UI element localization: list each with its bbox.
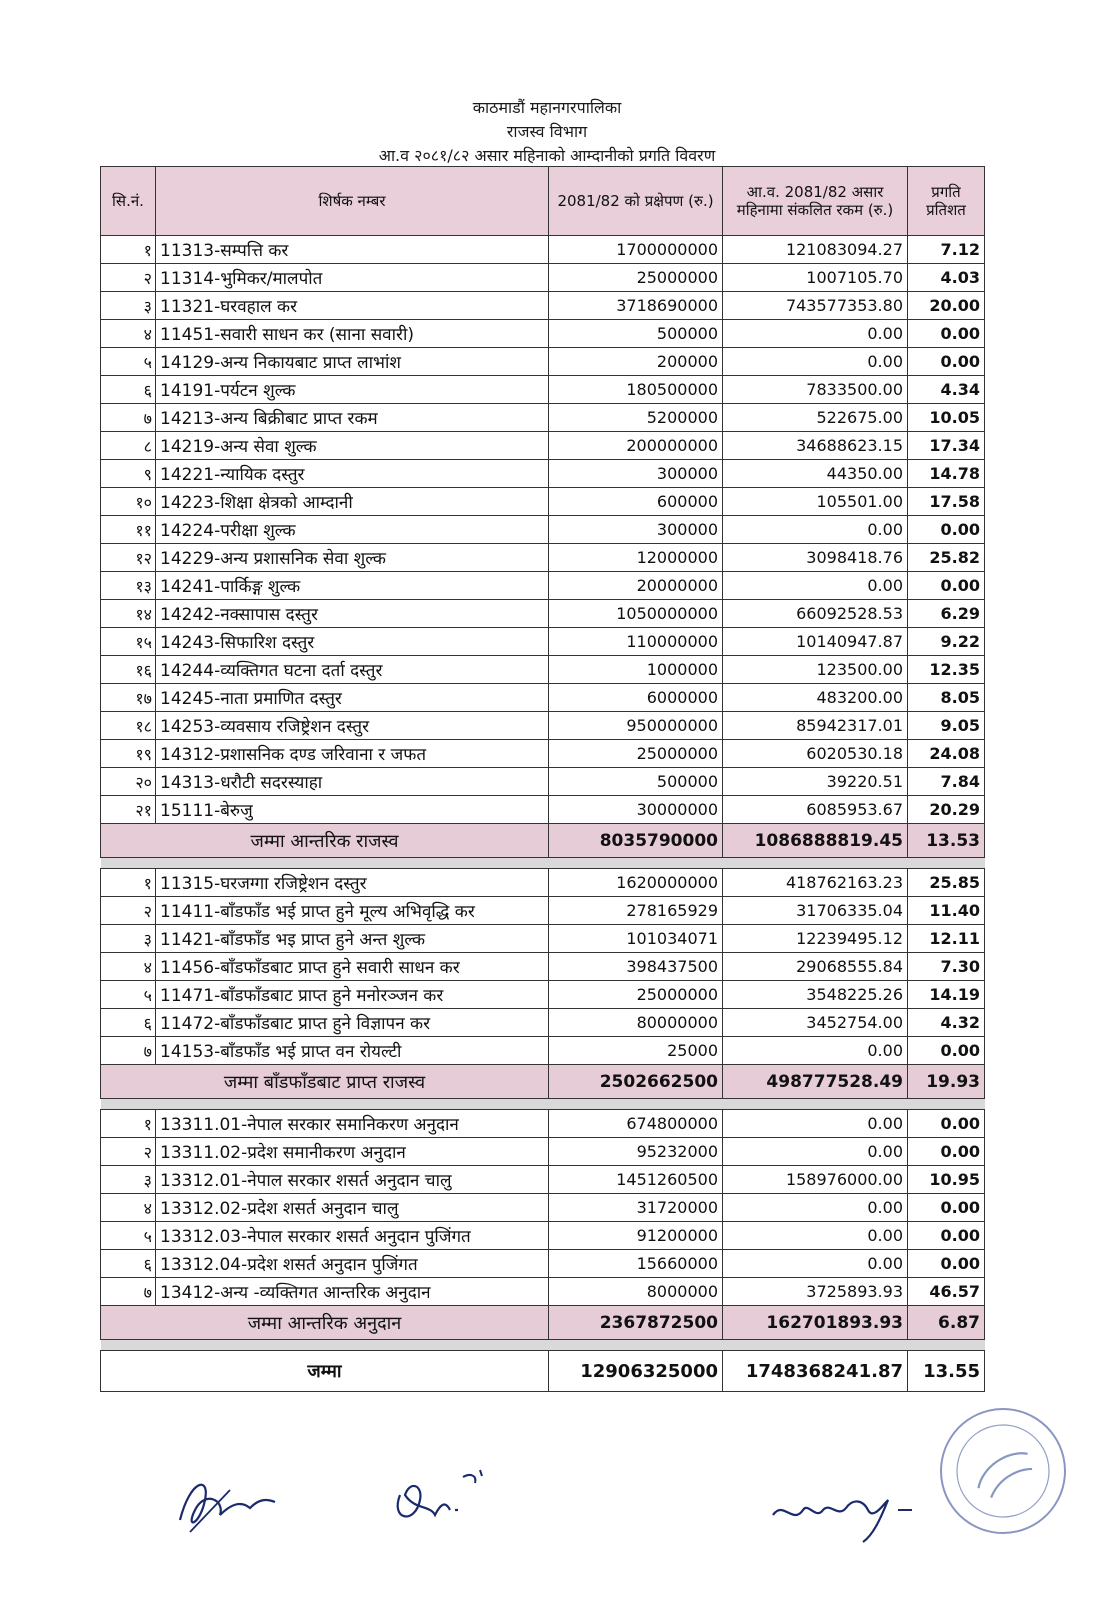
row-title: 14244-व्यक्तिगत घटना दर्ता दस्तुर xyxy=(156,656,549,684)
row-projection: 95232000 xyxy=(549,1138,723,1166)
subtotal-projection: 2502662500 xyxy=(549,1065,723,1099)
col-header-collected: आ.व. 2081/82 असार महिनामा संकलित रकम (रु.) xyxy=(723,167,908,236)
row-title: 13412-अन्य -व्यक्तिगत आन्तरिक अनुदान xyxy=(156,1278,549,1306)
row-progress: 12.11 xyxy=(908,925,985,953)
row-projection: 31720000 xyxy=(549,1194,723,1222)
row-progress: 8.05 xyxy=(908,684,985,712)
table-row xyxy=(101,1110,985,1138)
department-stamp xyxy=(899,1367,1094,1576)
row-sn: १४ xyxy=(101,600,156,628)
row-sn: ४ xyxy=(101,1194,156,1222)
row-sn: १ xyxy=(101,869,156,897)
section-separator xyxy=(101,858,985,869)
subtotal-collected: 162701893.93 xyxy=(723,1306,908,1340)
row-sn: ३ xyxy=(101,1166,156,1194)
separator-cell xyxy=(101,1099,985,1110)
row-sn: १० xyxy=(101,488,156,516)
row-collected: 0.00 xyxy=(723,572,908,600)
row-projection: 1451260500 xyxy=(549,1166,723,1194)
row-progress: 4.03 xyxy=(908,264,985,292)
subtotal-label: जम्मा बाँडफाँडबाट प्राप्त राजस्व xyxy=(101,1065,549,1099)
table-row xyxy=(101,869,985,897)
row-projection: 80000000 xyxy=(549,1009,723,1037)
row-sn: १८ xyxy=(101,712,156,740)
row-sn: ५ xyxy=(101,1222,156,1250)
row-sn: १६ xyxy=(101,656,156,684)
row-collected: 12239495.12 xyxy=(723,925,908,953)
row-collected: 3098418.76 xyxy=(723,544,908,572)
row-sn: १७ xyxy=(101,684,156,712)
row-collected: 0.00 xyxy=(723,1138,908,1166)
table-row xyxy=(101,460,985,488)
row-sn: ११ xyxy=(101,516,156,544)
subtotal-progress: 19.93 xyxy=(908,1065,985,1099)
signature-1 xyxy=(170,1470,280,1540)
separator-cell xyxy=(101,858,985,869)
row-progress: 0.00 xyxy=(908,572,985,600)
col-header-projection: 2081/82 को प्रक्षेपण (रु.) xyxy=(549,167,723,236)
row-projection: 950000000 xyxy=(549,712,723,740)
row-sn: ४ xyxy=(101,320,156,348)
row-collected: 0.00 xyxy=(723,1250,908,1278)
row-progress: 0.00 xyxy=(908,1250,985,1278)
row-progress: 24.08 xyxy=(908,740,985,768)
row-projection: 25000 xyxy=(549,1037,723,1065)
row-collected: 10140947.87 xyxy=(723,628,908,656)
subtotal-projection: 8035790000 xyxy=(549,824,723,858)
row-sn: १३ xyxy=(101,572,156,600)
row-title: 11472-बाँडफाँडबाट प्राप्त हुने विज्ञापन कर xyxy=(156,1009,549,1037)
table-row xyxy=(101,981,985,1009)
row-projection: 25000000 xyxy=(549,740,723,768)
row-collected: 6020530.18 xyxy=(723,740,908,768)
row-sn: ३ xyxy=(101,292,156,320)
row-sn: ४ xyxy=(101,953,156,981)
row-progress: 14.19 xyxy=(908,981,985,1009)
row-title: 14253-व्यवसाय रजिष्ट्रेशन दस्तुर xyxy=(156,712,549,740)
table-row xyxy=(101,1278,985,1306)
revenue-table xyxy=(100,166,985,1392)
subtotal-row xyxy=(101,1306,985,1340)
row-collected: 6085953.67 xyxy=(723,796,908,824)
report-title: आ.व २०८१/८२ असार महिनाको आम्दानीको प्रगति विवरण xyxy=(378,146,716,165)
col-header-title: शिर्षक नम्बर xyxy=(156,167,549,236)
table-row xyxy=(101,600,985,628)
row-progress: 9.22 xyxy=(908,628,985,656)
row-sn: ८ xyxy=(101,432,156,460)
row-progress: 20.29 xyxy=(908,796,985,824)
row-projection: 600000 xyxy=(549,488,723,516)
row-title: 11456-बाँडफाँडबाट प्राप्त हुने सवारी साधन कर xyxy=(156,953,549,981)
row-progress: 0.00 xyxy=(908,320,985,348)
row-title: 14241-पार्किङ्ग शुल्क xyxy=(156,572,549,600)
subtotal-label: जम्मा आन्तरिक अनुदान xyxy=(101,1306,549,1340)
row-sn: २० xyxy=(101,768,156,796)
row-title: 14223-शिक्षा क्षेत्रको आम्दानी xyxy=(156,488,549,516)
row-progress: 0.00 xyxy=(908,1110,985,1138)
row-collected: 0.00 xyxy=(723,1037,908,1065)
row-projection: 500000 xyxy=(549,768,723,796)
row-collected: 3548225.26 xyxy=(723,981,908,1009)
row-collected: 85942317.01 xyxy=(723,712,908,740)
row-progress: 0.00 xyxy=(908,1138,985,1166)
table-row xyxy=(101,264,985,292)
row-title: 11421-बाँडफाँड भइ प्राप्त हुने अन्त शुल्क xyxy=(156,925,549,953)
row-progress: 7.30 xyxy=(908,953,985,981)
col-header-progress: प्रगति प्रतिशत xyxy=(908,167,985,236)
subtotal-label: जम्मा आन्तरिक राजस्व xyxy=(101,824,549,858)
row-collected: 743577353.80 xyxy=(723,292,908,320)
row-projection: 200000000 xyxy=(549,432,723,460)
table-row xyxy=(101,404,985,432)
row-projection: 12000000 xyxy=(549,544,723,572)
table-row xyxy=(101,656,985,684)
row-progress: 17.58 xyxy=(908,488,985,516)
row-progress: 7.12 xyxy=(908,236,985,264)
table-row xyxy=(101,236,985,264)
row-projection: 300000 xyxy=(549,460,723,488)
grand-total-label: जम्मा xyxy=(101,1351,549,1392)
row-collected: 0.00 xyxy=(723,1110,908,1138)
row-projection: 91200000 xyxy=(549,1222,723,1250)
row-progress: 0.00 xyxy=(908,1037,985,1065)
row-sn: २ xyxy=(101,264,156,292)
row-collected: 0.00 xyxy=(723,516,908,544)
table-row xyxy=(101,544,985,572)
row-sn: ७ xyxy=(101,404,156,432)
row-title: 11321-घरवहाल कर xyxy=(156,292,549,320)
row-projection: 398437500 xyxy=(549,953,723,981)
row-projection: 180500000 xyxy=(549,376,723,404)
table-row xyxy=(101,768,985,796)
row-collected: 522675.00 xyxy=(723,404,908,432)
row-progress: 20.00 xyxy=(908,292,985,320)
row-progress: 0.00 xyxy=(908,1194,985,1222)
row-progress: 46.57 xyxy=(908,1278,985,1306)
row-collected: 158976000.00 xyxy=(723,1166,908,1194)
row-title: 13312.04-प्रदेश शसर्त अनुदान पुजिंगत xyxy=(156,1250,549,1278)
table-row xyxy=(101,897,985,925)
table-row xyxy=(101,1138,985,1166)
row-projection: 3718690000 xyxy=(549,292,723,320)
subtotal-row xyxy=(101,1065,985,1099)
row-progress: 0.00 xyxy=(908,1222,985,1250)
row-collected: 1007105.70 xyxy=(723,264,908,292)
separator-cell xyxy=(101,1340,985,1351)
row-projection: 6000000 xyxy=(549,684,723,712)
table-row xyxy=(101,1250,985,1278)
table-body xyxy=(101,236,985,1392)
row-title: 14213-अन्य बिक्रीबाट प्राप्त रकम xyxy=(156,404,549,432)
row-progress: 0.00 xyxy=(908,516,985,544)
row-sn: ७ xyxy=(101,1278,156,1306)
row-progress: 9.05 xyxy=(908,712,985,740)
grand-total-collected: 1748368241.87 xyxy=(723,1351,908,1392)
row-projection: 5200000 xyxy=(549,404,723,432)
row-sn: ६ xyxy=(101,1009,156,1037)
table-row xyxy=(101,1194,985,1222)
row-projection: 278165929 xyxy=(549,897,723,925)
row-projection: 500000 xyxy=(549,320,723,348)
table-row xyxy=(101,516,985,544)
row-collected: 39220.51 xyxy=(723,768,908,796)
row-title: 11451-सवारी साधन कर (साना सवारी) xyxy=(156,320,549,348)
subtotal-progress: 6.87 xyxy=(908,1306,985,1340)
table-row xyxy=(101,376,985,404)
subtotal-collected: 1086888819.45 xyxy=(723,824,908,858)
row-title: 14242-नक्सापास दस्तुर xyxy=(156,600,549,628)
row-projection: 110000000 xyxy=(549,628,723,656)
table-row xyxy=(101,712,985,740)
table-row xyxy=(101,572,985,600)
col-header-sn: सि.नं. xyxy=(101,167,156,236)
signature-3 xyxy=(768,1480,918,1550)
row-title: 13311.01-नेपाल सरकार समानिकरण अनुदान xyxy=(156,1110,549,1138)
subtotal-projection: 2367872500 xyxy=(549,1306,723,1340)
row-collected: 29068555.84 xyxy=(723,953,908,981)
row-collected: 0.00 xyxy=(723,1222,908,1250)
row-collected: 0.00 xyxy=(723,1194,908,1222)
section-separator xyxy=(101,1099,985,1110)
department-name: राजस्व विभाग xyxy=(506,122,588,141)
row-projection: 300000 xyxy=(549,516,723,544)
row-projection: 1050000000 xyxy=(549,600,723,628)
row-collected: 121083094.27 xyxy=(723,236,908,264)
row-progress: 10.05 xyxy=(908,404,985,432)
row-projection: 674800000 xyxy=(549,1110,723,1138)
row-collected: 7833500.00 xyxy=(723,376,908,404)
row-progress: 0.00 xyxy=(908,348,985,376)
table-header-row xyxy=(101,167,985,236)
subtotal-collected: 498777528.49 xyxy=(723,1065,908,1099)
table-row xyxy=(101,292,985,320)
row-progress: 4.32 xyxy=(908,1009,985,1037)
table-row xyxy=(101,684,985,712)
row-sn: १२ xyxy=(101,544,156,572)
row-collected: 0.00 xyxy=(723,348,908,376)
row-title: 14229-अन्य प्रशासनिक सेवा शुल्क xyxy=(156,544,549,572)
subtotal-progress: 13.53 xyxy=(908,824,985,858)
table-row xyxy=(101,740,985,768)
row-collected: 34688623.15 xyxy=(723,432,908,460)
row-sn: १५ xyxy=(101,628,156,656)
row-progress: 6.29 xyxy=(908,600,985,628)
signature-2 xyxy=(385,1465,495,1535)
row-collected: 31706335.04 xyxy=(723,897,908,925)
table-row xyxy=(101,1166,985,1194)
row-collected: 483200.00 xyxy=(723,684,908,712)
row-title: 14243-सिफारिश दस्तुर xyxy=(156,628,549,656)
row-projection: 1700000000 xyxy=(549,236,723,264)
table-row xyxy=(101,488,985,516)
section-separator xyxy=(101,1340,985,1351)
row-collected: 105501.00 xyxy=(723,488,908,516)
table-row xyxy=(101,1222,985,1250)
row-title: 14221-न्यायिक दस्तुर xyxy=(156,460,549,488)
grand-total-row xyxy=(101,1351,985,1392)
row-title: 13311.02-प्रदेश समानीकरण अनुदान xyxy=(156,1138,549,1166)
row-title: 14312-प्रशासनिक दण्ड जरिवाना र जफत xyxy=(156,740,549,768)
row-sn: १ xyxy=(101,236,156,264)
grand-total-progress: 13.55 xyxy=(908,1351,985,1392)
row-projection: 8000000 xyxy=(549,1278,723,1306)
row-progress: 14.78 xyxy=(908,460,985,488)
row-sn: ५ xyxy=(101,981,156,1009)
row-title: 11411-बाँडफाँड भई प्राप्त हुने मूल्य अभिवृद्धि कर xyxy=(156,897,549,925)
row-collected: 44350.00 xyxy=(723,460,908,488)
table-row xyxy=(101,953,985,981)
row-title: 14191-पर्यटन शुल्क xyxy=(156,376,549,404)
row-projection: 15660000 xyxy=(549,1250,723,1278)
row-progress: 25.85 xyxy=(908,869,985,897)
org-name: काठमाडौं महानगरपालिका xyxy=(472,98,622,117)
table-row xyxy=(101,796,985,824)
row-progress: 7.84 xyxy=(908,768,985,796)
subtotal-row xyxy=(101,824,985,858)
row-projection: 101034071 xyxy=(549,925,723,953)
row-projection: 25000000 xyxy=(549,264,723,292)
row-title: 11315-घरजग्गा रजिष्ट्रेशन दस्तुर xyxy=(156,869,549,897)
row-progress: 25.82 xyxy=(908,544,985,572)
row-collected: 3452754.00 xyxy=(723,1009,908,1037)
row-sn: ५ xyxy=(101,348,156,376)
row-collected: 3725893.93 xyxy=(723,1278,908,1306)
row-projection: 1000000 xyxy=(549,656,723,684)
row-title: 14129-अन्य निकायबाट प्राप्त लाभांश xyxy=(156,348,549,376)
row-projection: 1620000000 xyxy=(549,869,723,897)
row-collected: 418762163.23 xyxy=(723,869,908,897)
row-projection: 25000000 xyxy=(549,981,723,1009)
row-progress: 12.35 xyxy=(908,656,985,684)
table-row xyxy=(101,628,985,656)
row-title: 13312.02-प्रदेश शसर्त अनुदान चालु xyxy=(156,1194,549,1222)
row-sn: २१ xyxy=(101,796,156,824)
row-collected: 0.00 xyxy=(723,320,908,348)
row-sn: २ xyxy=(101,897,156,925)
row-title: 11313-सम्पत्ति कर xyxy=(156,236,549,264)
row-title: 14245-नाता प्रमाणित दस्तुर xyxy=(156,684,549,712)
row-sn: १९ xyxy=(101,740,156,768)
row-title: 11314-भुमिकर/मालपोत xyxy=(156,264,549,292)
row-projection: 200000 xyxy=(549,348,723,376)
table-row xyxy=(101,1009,985,1037)
table-row xyxy=(101,1037,985,1065)
table-row xyxy=(101,320,985,348)
row-sn: ७ xyxy=(101,1037,156,1065)
row-projection: 30000000 xyxy=(549,796,723,824)
row-title: 14153-बाँडफाँड भई प्राप्त वन रोयल्टी xyxy=(156,1037,549,1065)
row-title: 14313-धरौटी सदरस्याहा xyxy=(156,768,549,796)
row-sn: ६ xyxy=(101,1250,156,1278)
row-title: 15111-बेरुजु xyxy=(156,796,549,824)
table-row xyxy=(101,348,985,376)
row-progress: 17.34 xyxy=(908,432,985,460)
row-collected: 123500.00 xyxy=(723,656,908,684)
row-sn: १ xyxy=(101,1110,156,1138)
row-sn: ६ xyxy=(101,376,156,404)
row-sn: २ xyxy=(101,1138,156,1166)
row-projection: 20000000 xyxy=(549,572,723,600)
row-progress: 4.34 xyxy=(908,376,985,404)
table-row xyxy=(101,925,985,953)
row-title: 13312.01-नेपाल सरकार शसर्त अनुदान चालु xyxy=(156,1166,549,1194)
row-sn: ९ xyxy=(101,460,156,488)
row-title: 11471-बाँडफाँडबाट प्राप्त हुने मनोरञ्जन कर xyxy=(156,981,549,1009)
table-row xyxy=(101,432,985,460)
row-title: 14224-परीक्षा शुल्क xyxy=(156,516,549,544)
row-title: 14219-अन्य सेवा शुल्क xyxy=(156,432,549,460)
grand-total-projection: 12906325000 xyxy=(549,1351,723,1392)
row-collected: 66092528.53 xyxy=(723,600,908,628)
row-progress: 10.95 xyxy=(908,1166,985,1194)
row-progress: 11.40 xyxy=(908,897,985,925)
row-title: 13312.03-नेपाल सरकार शसर्त अनुदान पुजिंगत xyxy=(156,1222,549,1250)
row-sn: ३ xyxy=(101,925,156,953)
